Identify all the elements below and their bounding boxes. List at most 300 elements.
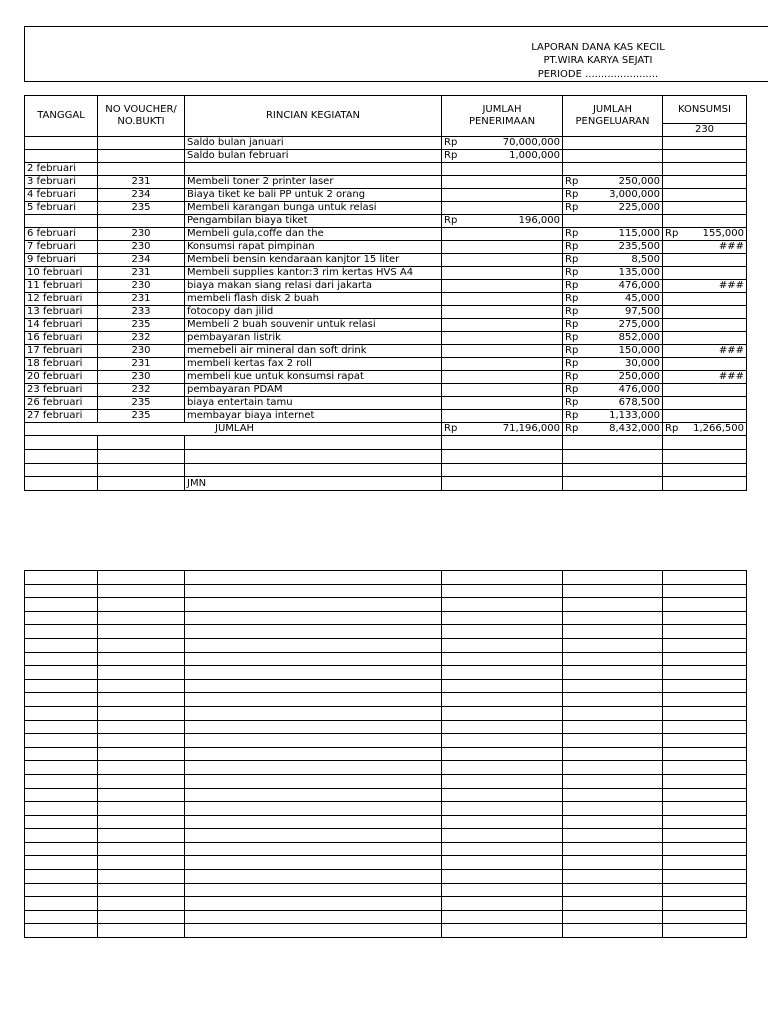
date-cell: 11 februari xyxy=(25,280,98,293)
blank-cell xyxy=(563,679,663,693)
blank-cell xyxy=(25,802,98,816)
voucher-cell: 230 xyxy=(98,345,185,358)
currency-label: Rp xyxy=(565,280,579,291)
pengeluaran-cell xyxy=(563,163,663,176)
amount-value: 8,500 xyxy=(631,254,660,265)
konsumsi-cell xyxy=(663,137,747,150)
empty-cell xyxy=(663,436,747,450)
pengeluaran-cell xyxy=(563,137,663,150)
blank-row xyxy=(25,761,747,775)
blank-cell xyxy=(25,747,98,761)
petty-cash-table xyxy=(24,95,747,491)
penerimaan-cell xyxy=(442,150,563,163)
blank-cell xyxy=(98,788,185,802)
blank-cell xyxy=(185,693,442,707)
blank-cell xyxy=(25,815,98,829)
table-row xyxy=(25,345,747,358)
voucher-header-line1: NO VOUCHER/ xyxy=(105,104,177,115)
amount-value: 135,000 xyxy=(618,267,660,278)
currency-label: Rp xyxy=(565,228,579,239)
voucher-cell: 230 xyxy=(98,280,185,293)
description-cell: Membeli gula,coffe dan the xyxy=(185,228,442,241)
blank-cell xyxy=(98,571,185,585)
table-row xyxy=(25,241,747,254)
blank-row xyxy=(25,611,747,625)
date-cell: 9 februari xyxy=(25,254,98,267)
currency-label: Rp xyxy=(565,267,579,278)
table-row xyxy=(25,254,747,267)
table-row xyxy=(25,137,747,150)
blank-row xyxy=(25,897,747,911)
amount-value: 225,000 xyxy=(618,202,660,213)
blank-row xyxy=(25,693,747,707)
penerimaan-cell xyxy=(442,397,563,410)
blank-cell xyxy=(25,611,98,625)
blank-cell xyxy=(98,611,185,625)
table-row xyxy=(25,358,747,371)
table-row xyxy=(25,306,747,319)
penerimaan-cell xyxy=(442,137,563,150)
currency-label: Rp xyxy=(565,371,579,382)
pengeluaran-cell xyxy=(563,254,663,267)
blank-cell xyxy=(25,870,98,884)
konsumsi-cell xyxy=(663,254,747,267)
blank-row xyxy=(25,598,747,612)
blank-cell xyxy=(185,802,442,816)
totals-label: JUMLAH xyxy=(215,423,255,434)
voucher-cell: 235 xyxy=(98,410,185,423)
amount-value: 45,000 xyxy=(625,293,660,304)
blank-row xyxy=(25,679,747,693)
amount-value: 3,000,000 xyxy=(609,189,660,200)
report-title: LAPORAN DANA KAS KECIL xyxy=(531,42,665,53)
empty-cell xyxy=(185,463,442,477)
blank-cell xyxy=(663,897,747,911)
blank-cell xyxy=(442,598,563,612)
blank-cell xyxy=(563,598,663,612)
blank-cell xyxy=(98,883,185,897)
date-cell: 3 februari xyxy=(25,176,98,189)
currency-label: Rp xyxy=(565,293,579,304)
voucher-header-line2: NO.BUKTI xyxy=(117,116,165,127)
blank-cell xyxy=(663,842,747,856)
blank-row xyxy=(25,747,747,761)
blank-cell xyxy=(185,734,442,748)
blank-cell xyxy=(185,611,442,625)
currency-label: Rp xyxy=(565,202,579,213)
empty-cell xyxy=(442,477,563,491)
col-header-penerimaan xyxy=(442,96,563,137)
penerimaan-cell xyxy=(442,215,563,228)
description-cell: biaya entertain tamu xyxy=(185,397,442,410)
konsumsi-cell xyxy=(663,319,747,332)
pengeluaran-cell xyxy=(563,332,663,345)
penerimaan-cell xyxy=(442,384,563,397)
konsumsi-cell xyxy=(663,202,747,215)
currency-label: Rp xyxy=(565,384,579,395)
currency-label: Rp xyxy=(444,423,458,434)
penerimaan-cell xyxy=(442,410,563,423)
blank-cell xyxy=(98,829,185,843)
blank-cell xyxy=(563,584,663,598)
blank-cell xyxy=(442,625,563,639)
date-cell: 26 februari xyxy=(25,397,98,410)
blank-cell xyxy=(563,571,663,585)
description-cell: fotocopy dan jilid xyxy=(185,306,442,319)
blank-cell xyxy=(442,829,563,843)
date-cell: 7 februari xyxy=(25,241,98,254)
blank-cell xyxy=(98,598,185,612)
amount-value: 852,000 xyxy=(618,332,660,343)
blank-cell xyxy=(185,666,442,680)
empty-cell xyxy=(563,463,663,477)
date-cell: 23 februari xyxy=(25,384,98,397)
konsumsi-cell xyxy=(663,163,747,176)
currency-label: Rp xyxy=(565,189,579,200)
blank-cell xyxy=(25,788,98,802)
konsumsi-cell xyxy=(663,384,747,397)
blank-cell xyxy=(663,571,747,585)
description-cell: Membeli karangan bunga untuk relasi xyxy=(185,202,442,215)
blank-cell xyxy=(98,679,185,693)
blank-cell xyxy=(25,652,98,666)
blank-cell xyxy=(563,693,663,707)
konsumsi-cell xyxy=(663,150,747,163)
blank-cell xyxy=(98,924,185,938)
date-cell: 12 februari xyxy=(25,293,98,306)
blank-cell xyxy=(185,571,442,585)
penerimaan-cell xyxy=(442,306,563,319)
blank-cell xyxy=(442,815,563,829)
blank-cell xyxy=(98,802,185,816)
amount-value: 97,500 xyxy=(625,306,660,317)
date-cell: 27 februari xyxy=(25,410,98,423)
blank-cell xyxy=(442,910,563,924)
voucher-cell: 232 xyxy=(98,384,185,397)
blank-cell xyxy=(185,774,442,788)
blank-cell xyxy=(98,870,185,884)
blank-cell xyxy=(185,856,442,870)
company-name: PT.WIRA KARYA SEJATI xyxy=(543,55,653,66)
description-cell: Membeli supplies kantor:3 rim kertas HVS A4 xyxy=(185,267,442,280)
currency-label: Rp xyxy=(565,319,579,330)
konsumsi-cell: ### xyxy=(663,241,747,254)
penerimaan-cell xyxy=(442,163,563,176)
blank-cell xyxy=(563,815,663,829)
blank-row xyxy=(25,883,747,897)
blank-cell xyxy=(663,611,747,625)
blank-row xyxy=(25,815,747,829)
table-row xyxy=(25,176,747,189)
col-header-rincian: RINCIAN KEGIATAN xyxy=(185,96,442,137)
blank-cell xyxy=(442,788,563,802)
pengeluaran-cell xyxy=(563,228,663,241)
penerimaan-cell xyxy=(442,371,563,384)
blank-cell xyxy=(25,910,98,924)
voucher-cell: 232 xyxy=(98,332,185,345)
voucher-cell: 234 xyxy=(98,254,185,267)
blank-cell xyxy=(25,584,98,598)
penerimaan-cell xyxy=(442,228,563,241)
konsumsi-cell xyxy=(663,358,747,371)
blank-cell xyxy=(563,638,663,652)
blank-cell xyxy=(563,652,663,666)
konsumsi-cell xyxy=(663,215,747,228)
empty-cell xyxy=(563,436,663,450)
blank-cell xyxy=(185,815,442,829)
description-cell: membeli kertas fax 2 roll xyxy=(185,358,442,371)
amount-value: 30,000 xyxy=(625,358,660,369)
blank-cell xyxy=(185,652,442,666)
empty-cell xyxy=(25,449,98,463)
blank-cell xyxy=(98,666,185,680)
blank-ledger-table xyxy=(24,570,747,938)
empty-cell xyxy=(663,449,747,463)
empty-cell xyxy=(25,463,98,477)
blank-row xyxy=(25,829,747,843)
konsumsi-cell xyxy=(663,397,747,410)
blank-row xyxy=(25,625,747,639)
blank-cell xyxy=(563,910,663,924)
blank-cell xyxy=(442,584,563,598)
date-cell: 18 februari xyxy=(25,358,98,371)
blank-cell xyxy=(98,584,185,598)
blank-cell xyxy=(185,761,442,775)
amount-value: 275,000 xyxy=(618,319,660,330)
konsumsi-code: 230 xyxy=(663,124,747,137)
blank-cell xyxy=(98,856,185,870)
empty-cell xyxy=(563,449,663,463)
pengeluaran-cell xyxy=(563,306,663,319)
blank-cell xyxy=(442,774,563,788)
blank-cell xyxy=(98,706,185,720)
description-cell: Saldo bulan januari xyxy=(185,137,442,150)
blank-row xyxy=(25,706,747,720)
blank-cell xyxy=(442,706,563,720)
blank-cell xyxy=(563,774,663,788)
date-cell: 17 februari xyxy=(25,345,98,358)
blank-cell xyxy=(185,720,442,734)
penerimaan-cell xyxy=(442,189,563,202)
currency-label: Rp xyxy=(444,137,458,148)
blank-cell xyxy=(663,883,747,897)
blank-cell xyxy=(563,897,663,911)
blank-cell xyxy=(663,747,747,761)
blank-cell xyxy=(442,761,563,775)
blank-cell xyxy=(25,666,98,680)
description-cell: Konsumsi rapat pimpinan xyxy=(185,241,442,254)
pengeluaran-header-line1: JUMLAH xyxy=(592,104,633,115)
blank-cell xyxy=(663,788,747,802)
konsumsi-cell xyxy=(663,228,747,241)
konsumsi-cell xyxy=(663,176,747,189)
blank-cell xyxy=(442,571,563,585)
blank-cell xyxy=(663,815,747,829)
currency-label: Rp xyxy=(444,215,458,226)
blank-row xyxy=(25,584,747,598)
currency-label: Rp xyxy=(565,176,579,187)
penerimaan-cell xyxy=(442,345,563,358)
blank-cell xyxy=(442,802,563,816)
blank-cell xyxy=(25,693,98,707)
blank-cell xyxy=(98,842,185,856)
blank-cell xyxy=(663,720,747,734)
konsumsi-cell xyxy=(663,293,747,306)
pengeluaran-header-line2: PENGELUARAN xyxy=(575,116,650,127)
description-cell: Membeli bensin kendaraan kanjtor 15 liter xyxy=(185,254,442,267)
pengeluaran-cell xyxy=(563,150,663,163)
description-cell: membayar biaya internet xyxy=(185,410,442,423)
blank-row xyxy=(25,788,747,802)
pengeluaran-cell xyxy=(563,241,663,254)
totals-row xyxy=(25,423,747,436)
description-cell: Membeli 2 buah souvenir untuk relasi xyxy=(185,319,442,332)
voucher-cell: 235 xyxy=(98,202,185,215)
table-row xyxy=(25,280,747,293)
blank-cell xyxy=(25,625,98,639)
penerimaan-cell xyxy=(442,241,563,254)
blank-cell xyxy=(663,679,747,693)
empty-cell xyxy=(442,436,563,450)
blank-cell xyxy=(442,611,563,625)
voucher-cell: 234 xyxy=(98,189,185,202)
currency-label: Rp xyxy=(665,228,679,239)
blank-cell xyxy=(663,856,747,870)
date-cell: 6 februari xyxy=(25,228,98,241)
konsumsi-cell xyxy=(663,410,747,423)
pengeluaran-cell xyxy=(563,176,663,189)
pengeluaran-cell xyxy=(563,293,663,306)
amount-value: 235,500 xyxy=(618,241,660,252)
total-konsumsi xyxy=(663,423,747,436)
blank-cell xyxy=(442,720,563,734)
amount-value: 250,000 xyxy=(618,371,660,382)
pengeluaran-cell xyxy=(563,280,663,293)
penerimaan-cell xyxy=(442,319,563,332)
amount-value: 70,000,000 xyxy=(502,137,560,148)
empty-cell xyxy=(442,449,563,463)
amount-value: 8,432,000 xyxy=(609,423,660,434)
total-pengeluaran xyxy=(563,423,663,436)
blank-cell xyxy=(185,842,442,856)
blank-cell xyxy=(442,870,563,884)
amount-value: 1,000,000 xyxy=(509,150,560,161)
date-cell: 5 februari xyxy=(25,202,98,215)
date-cell xyxy=(25,150,98,163)
blank-cell xyxy=(663,598,747,612)
pengeluaran-cell xyxy=(563,384,663,397)
col-header-konsumsi: KONSUMSI xyxy=(663,96,747,124)
blank-cell xyxy=(563,856,663,870)
empty-cell xyxy=(98,477,185,491)
empty-cell xyxy=(25,436,98,450)
table-row xyxy=(25,371,747,384)
penerimaan-cell xyxy=(442,267,563,280)
blank-row xyxy=(25,720,747,734)
voucher-cell: 231 xyxy=(98,293,185,306)
table-row xyxy=(25,267,747,280)
amount-value: 115,000 xyxy=(618,228,660,239)
blank-cell xyxy=(563,761,663,775)
blank-cell xyxy=(25,829,98,843)
col-header-voucher xyxy=(98,96,185,137)
blank-cell xyxy=(98,897,185,911)
blank-cell xyxy=(185,706,442,720)
description-cell: biaya makan siang relasi dari jakarta xyxy=(185,280,442,293)
voucher-cell: 230 xyxy=(98,228,185,241)
blank-cell xyxy=(25,679,98,693)
blank-cell xyxy=(563,870,663,884)
voucher-cell: 231 xyxy=(98,267,185,280)
konsumsi-cell: ### xyxy=(663,345,747,358)
currency-label: Rp xyxy=(444,150,458,161)
blank-cell xyxy=(98,625,185,639)
blank-cell xyxy=(663,802,747,816)
blank-cell xyxy=(185,910,442,924)
konsumsi-cell xyxy=(663,189,747,202)
table-row xyxy=(25,332,747,345)
blank-cell xyxy=(663,829,747,843)
blank-row xyxy=(25,638,747,652)
table-row xyxy=(25,215,747,228)
blank-cell xyxy=(98,638,185,652)
description-cell: memebeli air mineral dan soft drink xyxy=(185,345,442,358)
pengeluaran-cell xyxy=(563,410,663,423)
table-row xyxy=(25,163,747,176)
currency-label: Rp xyxy=(565,332,579,343)
report-period: PERIODE ....................... xyxy=(537,69,659,80)
total-penerimaan xyxy=(442,423,563,436)
penerimaan-header-line2: PENERIMAAN xyxy=(468,116,536,127)
blank-cell xyxy=(185,638,442,652)
voucher-cell xyxy=(98,163,185,176)
penerimaan-cell xyxy=(442,332,563,345)
blank-cell xyxy=(442,638,563,652)
voucher-cell: 231 xyxy=(98,176,185,189)
blank-cell xyxy=(185,679,442,693)
amount-value: 1,266,500 xyxy=(693,423,744,434)
blank-cell xyxy=(563,666,663,680)
currency-label: Rp xyxy=(565,306,579,317)
date-cell xyxy=(25,137,98,150)
table-row xyxy=(25,384,747,397)
blank-cell xyxy=(563,720,663,734)
voucher-cell: 235 xyxy=(98,397,185,410)
currency-label: Rp xyxy=(565,410,579,421)
description-cell xyxy=(185,163,442,176)
table-row xyxy=(25,397,747,410)
amount-value: 678,500 xyxy=(618,397,660,408)
voucher-cell xyxy=(98,215,185,228)
blank-cell xyxy=(663,870,747,884)
pengeluaran-cell xyxy=(563,371,663,384)
blank-cell xyxy=(25,924,98,938)
table-row xyxy=(25,293,747,306)
table-row xyxy=(25,189,747,202)
footer-note: JMN xyxy=(185,477,442,491)
pengeluaran-cell xyxy=(563,267,663,280)
currency-label: Rp xyxy=(565,397,579,408)
date-cell: 20 februari xyxy=(25,371,98,384)
penerimaan-cell xyxy=(442,358,563,371)
blank-cell xyxy=(663,734,747,748)
amount-value: 1,133,000 xyxy=(609,410,660,421)
blank-cell xyxy=(25,897,98,911)
blank-cell xyxy=(442,897,563,911)
blank-cell xyxy=(185,897,442,911)
empty-cell xyxy=(98,436,185,450)
description-cell: pembayaran PDAM xyxy=(185,384,442,397)
